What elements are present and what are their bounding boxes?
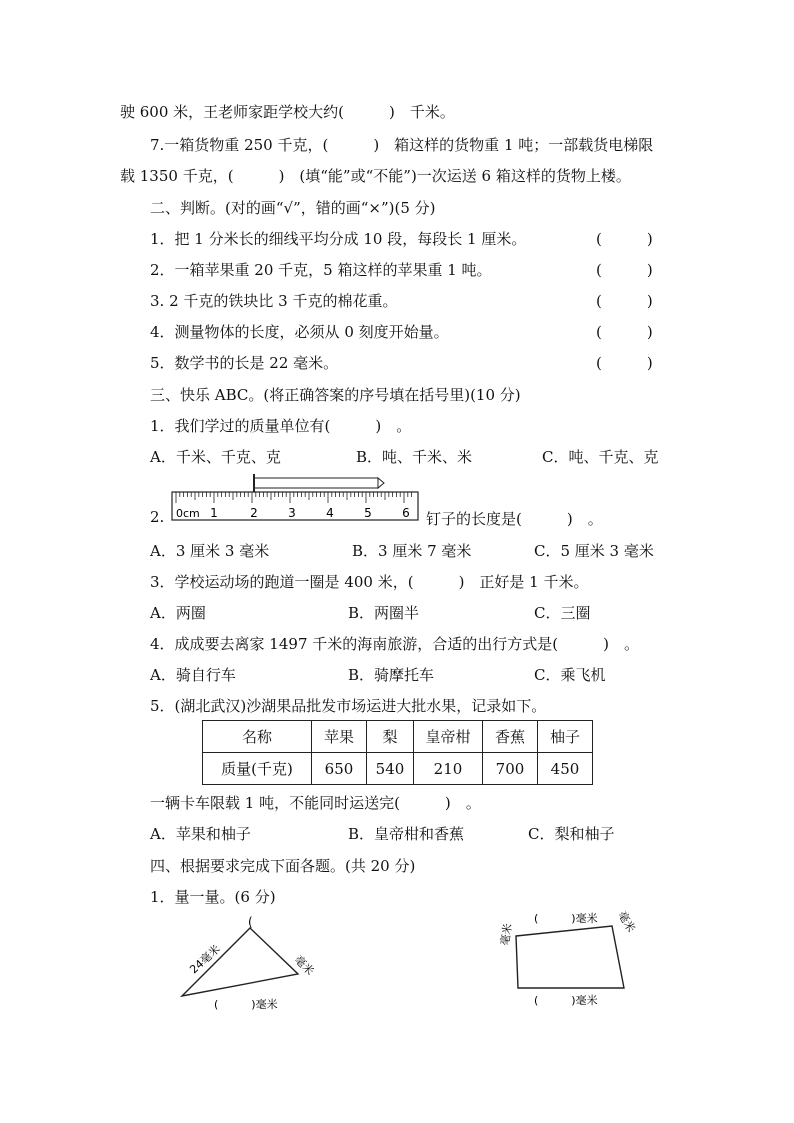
quad-bottom-label: ( )毫米 [534, 994, 598, 1007]
ruler-label-3: 3 [288, 506, 296, 520]
judge-answer-4[interactable]: ( ) [596, 323, 653, 341]
abc-q5-option-a: A．苹果和柚子 [150, 825, 251, 843]
table-cell: 柚子 [538, 721, 593, 753]
abc-q3-option-c: C．三圈 [534, 604, 591, 622]
table-cell: 皇帝柑 [414, 721, 483, 753]
judge-item-1: 1．把 1 分米长的细线平均分成 10 段，每段长 1 厘米。 [150, 230, 527, 248]
abc-q4-stem: 4．成成要去离家 1497 千米的海南旅游，合适的出行方式是( ) 。 [150, 635, 639, 653]
table-row [203, 753, 593, 785]
section3-title: 三、快乐 ABC。(将正确答案的序号填在括号里)(10 分) [150, 386, 521, 404]
ruler-label-1: 1 [210, 506, 218, 520]
q6-continuation: 驶 600 米，王老师家距学校大约( ) 千米。 [120, 103, 455, 121]
judge-item-4: 4．测量物体的长度，必须从 0 刻度开始量。 [150, 323, 449, 341]
ruler-label-2: 2 [250, 506, 258, 520]
table-cell: 梨 [367, 721, 414, 753]
judge-answer-2[interactable]: ( ) [596, 261, 653, 279]
table-cell: 210 [414, 753, 483, 785]
abc-q4-option-a: A．骑自行车 [150, 666, 236, 684]
quad-right-label: 毫米 [615, 909, 638, 935]
ruler-label-4: 4 [326, 506, 334, 520]
table-cell: 苹果 [312, 721, 367, 753]
abc-q2-option-b: B．3 厘米 7 毫米 [352, 542, 472, 560]
nail-icon [254, 474, 384, 492]
abc-q2-option-a: A．3 厘米 3 毫米 [150, 542, 270, 560]
judge-item-2: 2．一箱苹果重 20 千克，5 箱这样的苹果重 1 吨。 [150, 261, 492, 279]
abc-q5-stem: 5．(湖北武汉)沙湖果品批发市场运进大批水果，记录如下。 [150, 697, 547, 715]
section4-title: 四、根据要求完成下面各题。(共 20 分) [150, 857, 416, 875]
abc-q2-stem: 钉子的长度是( ) 。 [426, 510, 603, 528]
abc-q1-stem: 1．我们学过的质量单位有( ) 。 [150, 417, 412, 435]
judge-item-3: 3. 2 千克的铁块比 3 千克的棉花重。 [150, 292, 398, 310]
ruler-label-0: 0cm [176, 507, 200, 520]
abc-q4-option-b: B．骑摩托车 [348, 666, 435, 684]
abc-q3-stem: 3．学校运动场的跑道一圈是 400 米，( ) 正好是 1 千米。 [150, 573, 589, 591]
table-cell: 700 [483, 753, 538, 785]
quad-left-label: 毫米 [498, 922, 515, 947]
ruler-label-6: 6 [402, 506, 410, 520]
abc-q5-after: 一辆卡车限载 1 吨，不能同时运送完( ) 。 [150, 794, 481, 812]
judge-answer-1[interactable]: ( ) [596, 230, 653, 248]
table-cell: 质量(千克) [203, 753, 312, 785]
table-header-row [203, 721, 593, 753]
abc-q3-option-a: A．两圈 [150, 604, 206, 622]
abc-q5-option-b: B．皇帝柑和香蕉 [348, 825, 465, 843]
ruler-figure [168, 474, 424, 524]
judge-answer-3[interactable]: ( ) [596, 292, 653, 310]
q7-line1: 7.一箱货物重 250 千克，( ) 箱这样的货物重 1 吨；一部载货电梯限 [150, 136, 654, 154]
quadrilateral-figure [490, 906, 650, 1016]
abc-q2-option-c: C．5 厘米 3 毫米 [534, 542, 654, 560]
table-cell: 540 [367, 753, 414, 785]
quad-top-label: ( )毫米 [534, 912, 598, 925]
judge-answer-5[interactable]: ( ) [596, 354, 653, 372]
abc-q3-option-b: B．两圈半 [348, 604, 420, 622]
triangle-right-label: 毫米 [291, 953, 317, 978]
abc-q2-number: 2. [150, 508, 165, 526]
triangle-figure [170, 912, 320, 1012]
section2-title: 二、判断。(对的画“√”，错的画“×”)(5 分) [150, 199, 436, 217]
abc-q5-option-c: C．梨和柚子 [528, 825, 615, 843]
abc-q1-option-c: C．吨、千克、克 [542, 448, 659, 466]
triangle-left-label: 24毫米 [187, 942, 223, 977]
abc-q4-option-c: C．乘飞机 [534, 666, 606, 684]
q7-line2: 载 1350 千克，( ) (填“能”或“不能”)一次运送 6 箱这样的货物上楼。 [120, 167, 631, 185]
triangle-bottom-label: ( )毫米 [214, 998, 278, 1011]
table-cell: 名称 [203, 721, 312, 753]
table-cell: 450 [538, 753, 593, 785]
fruit-mass-table [202, 720, 593, 785]
abc-q1-option-a: A．千米、千克、克 [150, 448, 281, 466]
table-cell: 香蕉 [483, 721, 538, 753]
table-cell: 650 [312, 753, 367, 785]
ruler-label-5: 5 [364, 506, 372, 520]
triangle-right-paren: ( [248, 915, 253, 929]
abc-q1-option-b: B．吨、千米、米 [356, 448, 473, 466]
judge-item-5: 5．数学书的长是 22 毫米。 [150, 354, 339, 372]
measure-title: 1．量一量。(6 分) [150, 888, 276, 906]
